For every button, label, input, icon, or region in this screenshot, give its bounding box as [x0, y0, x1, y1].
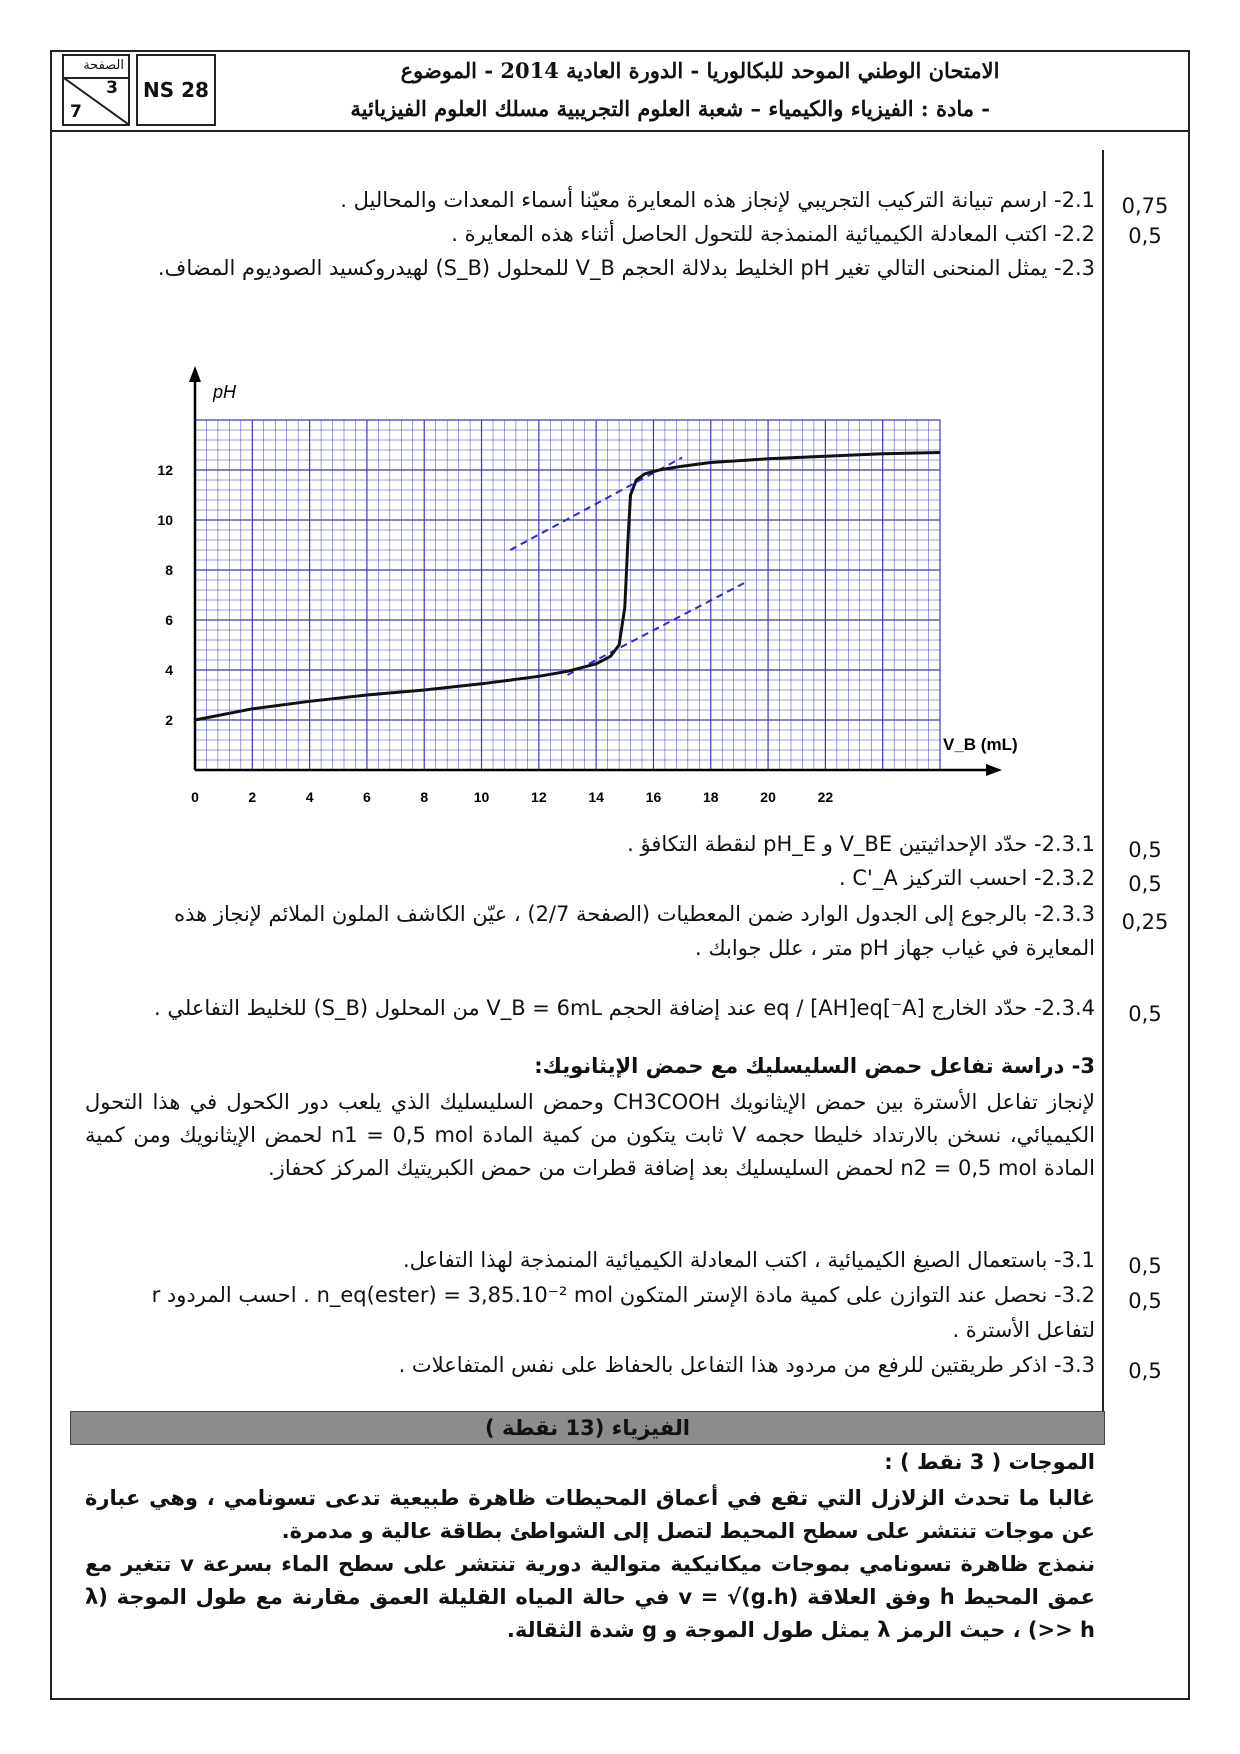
- question-3-2: 3.2- نحصل عند التوازن على كمية مادة الإستر المتكون n_eq(ester) = 3,85.10⁻² mol . احسب المردود r: [151, 1283, 1095, 1307]
- score-2-3-3: 0,25: [1121, 910, 1169, 934]
- score-2-3-4: 0,5: [1128, 1002, 1162, 1026]
- y-tick-label: 12: [157, 462, 173, 478]
- y-tick-label: 2: [165, 712, 173, 728]
- x-axis-arrow: [986, 764, 1002, 776]
- y-tick-label: 6: [165, 612, 173, 628]
- score-2-3-2: 0,5: [1128, 872, 1162, 896]
- y-tick-label: 8: [165, 562, 173, 578]
- page-number: 3: [106, 78, 118, 98]
- section-3-title: 3- دراسة تفاعل حمض السليسليك مع حمض الإيثانويك:: [534, 1054, 1095, 1078]
- plot-area: [195, 420, 940, 770]
- question-2-2: 2.2- اكتب المعادلة الكيميائية المنمذجة للتحول الحاصل أثناء هذه المعايرة .: [451, 222, 1095, 246]
- x-tick-label: 14: [588, 789, 604, 805]
- score-3-3: 0,5: [1128, 1359, 1162, 1383]
- page-number-box: [62, 54, 130, 126]
- x-tick-label: 0: [191, 789, 199, 805]
- question-3-2-cont: لتفاعل الأسترة .: [952, 1318, 1095, 1342]
- x-tick-label: 10: [473, 789, 490, 805]
- question-2-3-4: 2.3.4- حدّد الخارج [A⁻]eq / [AH]eq عند إضافة الحجم V_B = 6mL من المحلول (S_B) للخليط التفاعلي .: [154, 996, 1095, 1020]
- waves-paragraph-1: غالبا ما تحدث الزلازل التي تقع في أعماق المحيطات ظاهرة طبيعية تدعى تسونامي ، وهي عبارة عن موجات تنتشر على سطح المحيط لتصل إلى الشواطئ بطاقة عالية و مدمرة.: [85, 1486, 1095, 1543]
- physics-section-band: الفيزياء (13 نقطة ): [70, 1411, 1105, 1445]
- y-axis-arrow: [189, 366, 201, 382]
- score-2-3-1: 0,5: [1128, 838, 1162, 862]
- question-2-3-3-cont: المعايرة في غياب جهاز pH متر ، علل جوابك .: [694, 936, 1095, 960]
- x-tick-label: 22: [817, 789, 834, 805]
- y-tick-label: 10: [157, 512, 173, 528]
- score-3-1: 0,5: [1128, 1254, 1162, 1278]
- x-tick-label: 4: [305, 789, 314, 805]
- question-3-1: 3.1- باستعمال الصيغ الكيميائية ، اكتب المعادلة الكيميائية المنمذجة لهذا التفاعل.: [403, 1248, 1095, 1272]
- section-3-text: لإنجاز تفاعل الأسترة بين حمض الإيثانويك CH3COOH وحمض السليسليك الذي يلعب دور الكحول في هذا التحول الكيميائي، نسخن بالارتداد خليطا حجمه V ثابت يتكون من كمية المادة n1 = 0,5 mol لحمض الإيثانويك ومن كمية المادة n2 = 0,5 mol لحمض السليسليك بعد إضافة قطرات من حمض الكبريتيك المركز كحفاز.: [85, 1090, 1096, 1180]
- score-column-divider: [1102, 150, 1104, 1430]
- score-3-2: 0,5: [1128, 1289, 1162, 1313]
- page-label: الصفحة: [83, 58, 124, 73]
- question-2-3-2: 2.3.2- احسب التركيز C'_A .: [839, 866, 1095, 890]
- x-tick-label: 20: [760, 789, 776, 805]
- exam-title: الامتحان الوطني الموحد للبكالوريا - الدورة العادية 2014 - الموضوع: [400, 58, 1000, 83]
- question-3-3: 3.3- اذكر طريقتين للرفع من مردود هذا التفاعل بالحفاظ على نفس المتفاعلات .: [398, 1353, 1095, 1377]
- x-axis-label: V_B (mL): [943, 735, 1018, 754]
- question-2-3-3: 2.3.3- بالرجوع إلى الجدول الوارد ضمن المعطيات (الصفحة 2/7) ، عيّن الكاشف الملون الملائم لإنجاز هذه: [174, 902, 1095, 926]
- question-2-3-1: 2.3.1- حدّد الإحداثيتين V_BE و pH_E لنقطة التكافؤ .: [627, 832, 1095, 856]
- question-2-1: 2.1- ارسم تبيانة التركيب التجريبي لإنجاز هذه المعايرة معيّنا أسماء المعدات والمحاليل .: [340, 188, 1095, 212]
- exam-code: NS 28: [136, 54, 216, 126]
- x-tick-label: 12: [531, 789, 547, 805]
- x-tick-label: 6: [363, 789, 371, 805]
- y-axis-label: pH: [213, 382, 237, 402]
- question-2-3: 2.3- يمثل المنحنى التالي تغير pH الخليط بدلالة الحجم V_B للمحلول (S_B) لهيدروكسيد الصوديوم المضاف.: [157, 256, 1095, 280]
- page-total: 7: [70, 102, 82, 122]
- x-tick-label: 2: [248, 789, 257, 805]
- score-2-2: 0,5: [1128, 224, 1162, 248]
- score-2-1: 0,75: [1121, 194, 1169, 218]
- x-tick-label: 8: [420, 789, 429, 805]
- exam-subject: - مادة : الفيزياء والكيمياء – شعبة العلوم التجريبية مسلك العلوم الفيزيائية: [350, 96, 990, 121]
- y-tick-label: 4: [165, 662, 173, 678]
- x-tick-label: 18: [702, 789, 719, 805]
- x-tick-label: 16: [645, 789, 662, 805]
- waves-title: الموجات ( 3 نقط ) :: [884, 1450, 1095, 1474]
- waves-paragraph-2: ننمذج ظاهرة تسونامي بموجات ميكانيكية متوالية دورية تنتشر على سطح الماء بسرعة v تتغير مع عمق المحيط h وفق العلاقة v = √(g.h) في حالة المياه القليلة العمق مقارنة مع طول الموجة (λ >> h) ، حيث الرمز λ يمثل طول الموجة و g شدة الثقالة.: [85, 1552, 1095, 1642]
- titration-chart: [150, 295, 1070, 815]
